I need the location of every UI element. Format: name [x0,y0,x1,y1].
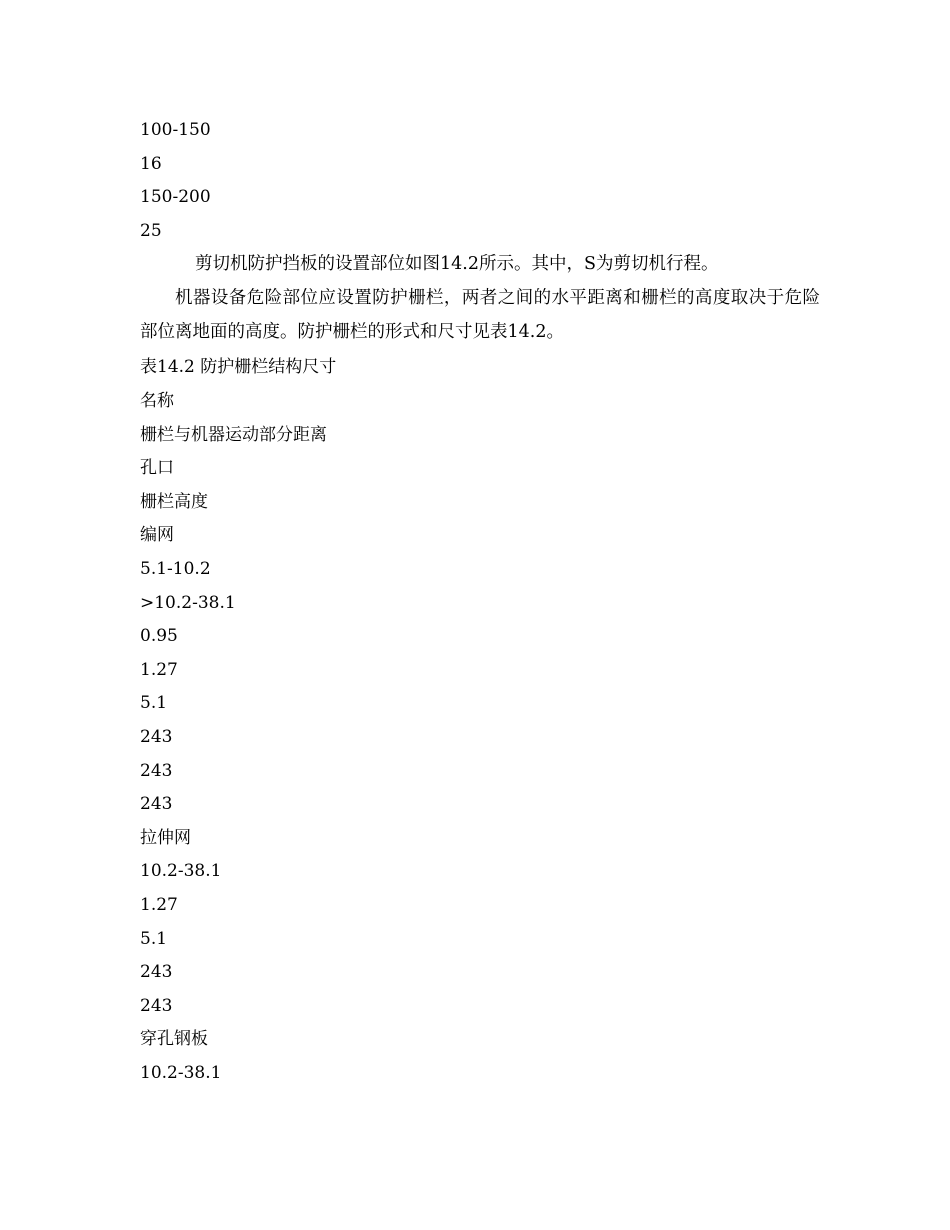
table-cell: 穿孔钢板 [140,1029,208,1049]
table-cell: 243 [140,962,173,982]
text-line: 150-200 [140,187,211,207]
table-cell: 5.1-10.2 [140,559,211,579]
table-cell: 5.1 [140,929,168,949]
paragraph-guard-fence: 机器设备危险部位应设置防护栅栏，两者之间的水平距离和栅栏的高度取决于危险部位离地面的高度。防护栅栏的形式和尺寸见表14.2。 [140,288,820,342]
table-cell: 0.95 [140,626,178,646]
table-cell: 栅栏高度 [140,492,208,512]
text-line: 16 [140,154,162,174]
table-cell: 243 [140,761,173,781]
table-cell: 名称 [140,391,174,411]
table-cell: 243 [140,794,173,814]
paragraph-shear-guard: 剪切机防护挡板的设置部位如图14.2所示。其中，S为剪切机行程。 [195,254,719,274]
table-cell: 243 [140,727,173,747]
table-cell: >10.2-38.1 [140,593,236,613]
table-cell: 栅栏与机器运动部分距离 [140,425,327,445]
table-cell: 孔口 [140,458,174,478]
table-caption: 表14.2 防护栅栏结构尺寸 [140,357,337,377]
table-cell: 243 [140,996,173,1016]
table-cell: 10.2-38.1 [140,1063,222,1083]
table-cell: 10.2-38.1 [140,861,222,881]
text-line: 25 [140,221,162,241]
table-cell: 拉伸网 [140,828,191,848]
table-cell: 编网 [140,525,174,545]
table-cell: 1.27 [140,660,178,680]
table-cell: 5.1 [140,693,168,713]
text-line: 100-150 [140,120,211,140]
table-cell: 1.27 [140,895,178,915]
